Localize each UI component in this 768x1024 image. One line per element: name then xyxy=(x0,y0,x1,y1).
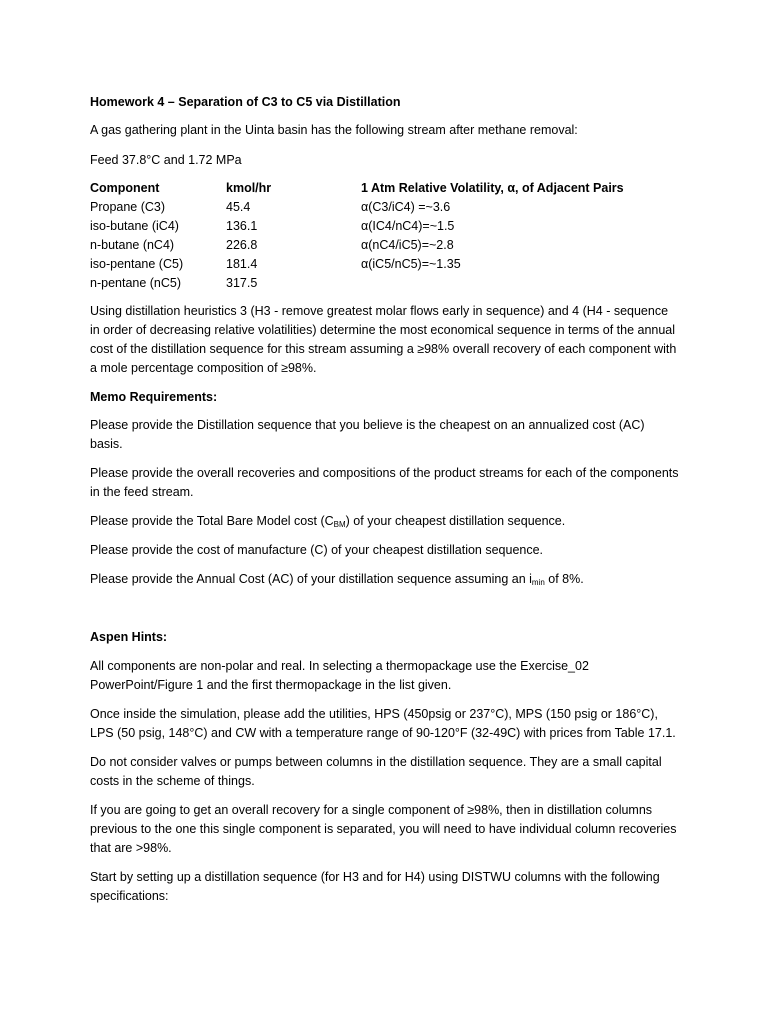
table-row xyxy=(90,217,690,236)
memo-item3-text: Please provide the Total Bare Model cost (C xyxy=(90,514,334,528)
cell-flow: 136.1 xyxy=(226,219,258,233)
table-row xyxy=(90,274,690,293)
memo-item3-subscript: BM xyxy=(333,520,346,529)
cell-component: n-butane (nC4) xyxy=(90,238,175,252)
memo-item-recoveries: Please provide the overall recoveries and compositions of the product streams for each of the components in the feed stream. xyxy=(90,466,679,499)
cell-flow: 226.8 xyxy=(226,238,258,252)
header-flow: kmol/hr xyxy=(226,181,272,195)
aspen-heading: Aspen Hints: xyxy=(90,630,168,644)
cell-component: Propane (C3) xyxy=(90,200,166,214)
cell-volatility: α(iC5/nC5)=~1.35 xyxy=(361,257,461,271)
memo-item5-text-end: of 8%. xyxy=(544,572,584,586)
memo-item3-text-end: ) of your cheapest distillation sequence. xyxy=(345,514,566,528)
memo-item-bare-module-cost xyxy=(90,512,680,531)
cell-volatility xyxy=(361,274,690,293)
header-volatility: 1 Atm Relative Volatility, α, of Adjacent Pairs xyxy=(361,181,624,195)
aspen-hint-distwu: Start by setting up a distillation sequence (for H3 and for H4) using DISTWU columns with the following specifications: xyxy=(90,870,660,903)
feed-conditions: Feed 37.8°C and 1.72 MPa xyxy=(90,153,242,167)
cell-component: iso-pentane (C5) xyxy=(90,257,184,271)
heuristics-paragraph: Using distillation heuristics 3 (H3 - remove greatest molar flows early in sequence) and 4 (H4 - sequence in order of decreasing relative volatilities) determine the most economical sequence in terms of the annual cost of the distillation sequence for this stream assuming a ≥98% overall recovery of each component with a mole percentage composition of ≥98%. xyxy=(90,304,677,375)
table-row xyxy=(90,255,690,274)
cell-component: iso-butane (iC4) xyxy=(90,219,179,233)
aspen-hint-thermopackage: All components are non-polar and real. In selecting a thermopackage use the Exercise_02 PowerPoint/Figure 1 and the first thermopackage in the list given. xyxy=(90,659,589,692)
table-row xyxy=(90,198,690,217)
feed-table xyxy=(90,179,690,293)
cell-flow: 45.4 xyxy=(226,200,251,214)
aspen-hint-recovery: If you are going to get an overall recovery for a single component of ≥98%, then in distillation columns previous to the one this single component is separated, you will need to have individual column recoveries that are >98%. xyxy=(90,803,677,855)
table-header-row xyxy=(90,179,690,198)
cell-volatility: α(C3/iC4) =~3.6 xyxy=(361,200,451,214)
header-component: Component xyxy=(90,181,160,195)
memo-item-annual-cost xyxy=(90,570,680,589)
memo-item-sequence: Please provide the Distillation sequence that you believe is the cheapest on an annualized cost (AC) basis. xyxy=(90,418,645,451)
intro-paragraph: A gas gathering plant in the Uinta basin has the following stream after methane removal: xyxy=(90,123,578,137)
cell-flow: 317.5 xyxy=(226,276,258,290)
cell-volatility: α(nC4/iC5)=~2.8 xyxy=(361,238,454,252)
aspen-hint-utilities: Once inside the simulation, please add the utilities, HPS (450psig or 237°C), MPS (150 psig or 186°C), LPS (50 psig, 148°C) and CW with a temperature range of 90-120°F (32-49C) with prices from Table 17.1. xyxy=(90,707,676,740)
cell-volatility: α(IC4/nC4)=~1.5 xyxy=(361,219,455,233)
memo-heading: Memo Requirements: xyxy=(90,390,218,404)
cell-flow: 181.4 xyxy=(226,257,258,271)
aspen-hint-valves: Do not consider valves or pumps between columns in the distillation sequence. They are a small capital costs in the scheme of things. xyxy=(90,755,662,788)
table-row xyxy=(90,236,690,255)
memo-item5-subscript: min xyxy=(531,578,545,587)
memo-item-cost-of-manufacture: Please provide the cost of manufacture (C) of your cheapest distillation sequence. xyxy=(90,543,544,557)
memo-item5-text: Please provide the Annual Cost (AC) of your distillation sequence assuming an i xyxy=(90,572,532,586)
document-title: Homework 4 – Separation of C3 to C5 via Distillation xyxy=(90,95,401,109)
cell-component: n-pentane (nC5) xyxy=(90,276,182,290)
